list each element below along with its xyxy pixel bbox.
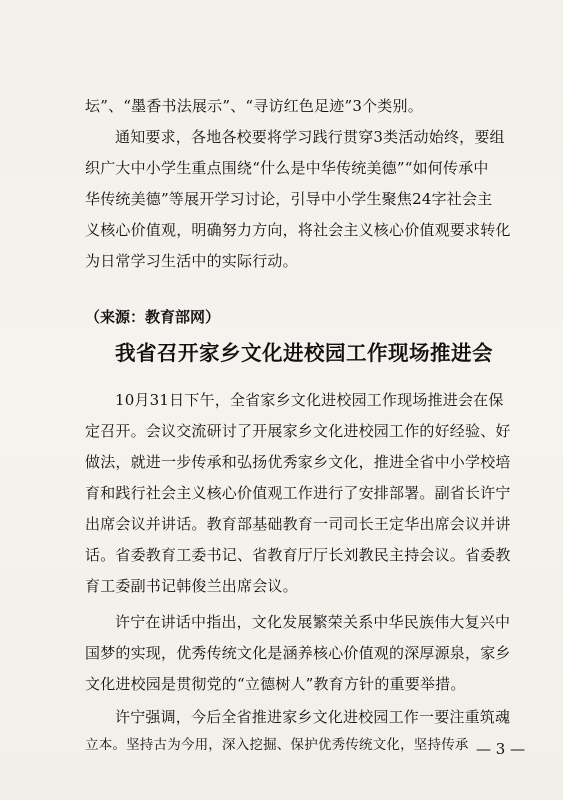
text-line: 文化进校园是贯彻党的“立德树人”教育方针的重要举措。: [85, 675, 466, 693]
text-line: 为日常学习生活中的实际行动。: [85, 252, 298, 270]
text-line: 许宁在讲话中指出，文化发展繁荣关系中华民族伟大复兴中: [115, 613, 511, 631]
text-line: 义核心价值观，明确努力方向，将社会主义核心价值观要求转化: [85, 221, 511, 239]
text-line: 做法，就进一步传承和弘扬优秀家乡文化，推进全省中小学校培: [85, 453, 511, 471]
text-line: 立本。坚持古为今用，深入挖掘、保护优秀传统文化，坚持传承: [85, 737, 469, 753]
text-line: 定召开。会议交流研讨了开展家乡文化进校园工作的好经验、好: [85, 422, 511, 440]
text-line: 出席会议并讲话。教育部基础教育一司司长王定华出席会议并讲: [85, 515, 511, 533]
text-line: 织广大中小学生重点围绕“什么是中华传统美德”“如何传承中: [85, 159, 489, 177]
page-number: — 3 —: [476, 740, 526, 758]
text-line: 10月31日下午，全省家乡文化进校园工作现场推进会在保: [115, 391, 504, 409]
text-line: 话。省委教育工委书记、省教育厅厅长刘教民主持会议。省委教: [85, 546, 511, 564]
text-line: 华传统美德”等展开学习讨论，引导中小学生聚焦24字社会主: [85, 190, 493, 208]
source-note: （来源：教育部网）: [85, 308, 221, 326]
text-line: 育和践行社会主义核心价值观工作进行了安排部署。副省长许宁: [85, 484, 511, 502]
text-line: 许宁强调，今后全省推进家乡文化进校园工作一要注重筑魂: [115, 708, 511, 726]
article-title: 我省召开家乡文化进校园工作现场推进会: [115, 341, 493, 365]
text-line: 通知要求，各地各校要将学习践行贯穿3类活动始终，要组: [115, 128, 505, 146]
text-line: 育工委副书记韩俊兰出席会议。: [85, 577, 298, 595]
text-line: 国梦的实现，优秀传统文化是涵养核心价值观的深厚源泉，家乡: [85, 644, 511, 662]
text-line: 坛”、“墨香书法展示”、“寻访红色足迹”3个类别。: [85, 97, 423, 115]
